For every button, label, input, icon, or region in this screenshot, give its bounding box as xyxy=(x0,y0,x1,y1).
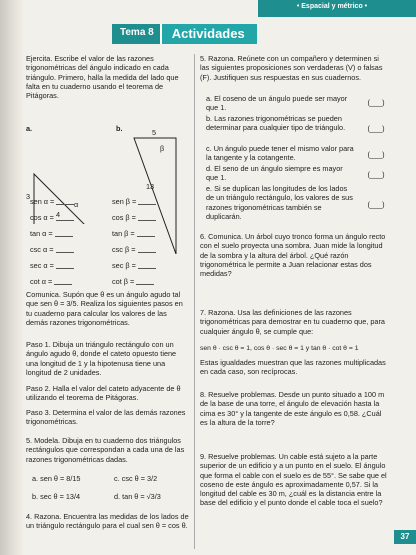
side-b-hyp: 13 xyxy=(146,182,155,191)
trig-row: sen α = xyxy=(30,196,74,206)
trig-row: tan α = xyxy=(30,228,73,238)
trig-row: csc β = xyxy=(112,244,156,254)
section-label: • Espacial y métrico • xyxy=(296,3,368,10)
trig-row: cos β = xyxy=(112,212,156,222)
modela-c: c. csc θ = 3/2 xyxy=(114,474,158,483)
angle-beta: β xyxy=(160,144,165,153)
page-title: Actividades xyxy=(160,24,257,44)
comunica-text: Comunica. Supón que θ es un ángulo agudo tal que sen θ = 3/5. Realiza los siguientes pasos en tu cuaderno para calcular los valores de las demás razones trigonométricas. xyxy=(26,290,183,327)
trig-row: cos α = xyxy=(30,212,74,222)
side-b-top: 5 xyxy=(152,128,157,137)
side-a-vertical: 3 xyxy=(26,192,31,201)
trig-row: tan β = xyxy=(112,228,155,238)
exercise-intro: Ejercita. Escribe el valor de las razones trigonométricas del ángulo indicado en cada triángulo. Primero, halla la medida del lado que falta en tu cuaderno usando el teorema de Pitágoras. xyxy=(26,54,179,101)
paso-3: Paso 3. Determina el valor de las demás razones trigonométricas. xyxy=(26,408,186,427)
q5-item: b. Las razones trigonométricas se pueden determinar para cualquier tipo de triángulo. xyxy=(206,114,346,133)
section-bar xyxy=(258,0,416,17)
q7-text: 7. Razona. Usa las definiciones de las razones trigonométricas para demostrar en tu cuaderno que, para cualquier ángulo θ, se cumple que: xyxy=(200,308,385,336)
q6-text: 6. Comunica. Un árbol cuyo tronco forma un ángulo recto con el suelo proyecta una sombra. Juan mide la longitud de la sombra y la altura del árbol. ¿Qué razón trigonométrica le permite a Juan relacionar estas dos medidas? xyxy=(200,232,386,279)
q9-text: 9. Resuelve problemas. Un cable está sujeto a la parte superior de un edificio y a un punto en el suelo. El ángulo que forma el cable con el suelo es de 55°. Se sabe que el coseno de este ángulo es aproximadamente 0,57. Si la longitud del cable es 30 m, ¿cuál es la distancia entre la base del edificio y el punto donde el cable toca el suelo? xyxy=(200,452,387,508)
q7-tail: Estas igualdades muestran que las razones multiplicadas en cada caso, son recíprocas. xyxy=(200,358,386,377)
q5-item: a. El coseno de un ángulo puede ser mayor que 1. xyxy=(206,94,348,113)
figure-a xyxy=(26,124,106,224)
tema-num: 8 xyxy=(148,27,154,38)
modela-b: b. sec θ = 13/4 xyxy=(32,492,81,501)
q5-item: e. Si se duplican las longitudes de los lados de un triángulo rectángulo, los valores de sus razones trigonométricas también se duplicarán. xyxy=(206,184,353,221)
q5-text: 5. Razona. Reúnete con un compañero y determinen si las siguientes proposiciones son verdaderas (V) o falsas (F). Justifiquen sus respuestas en sus cuadernos. xyxy=(200,54,383,82)
trig-row: cot α = xyxy=(30,276,72,286)
modela-text: 5. Modela. Dibuja en tu cuaderno dos triángulos rectángulos que correspondan a cada una de las razones trigonométricas dadas. xyxy=(26,436,185,464)
page-number: 37 xyxy=(394,530,416,544)
trig-row: csc α = xyxy=(30,244,74,254)
answer-paren[interactable]: (___) xyxy=(367,170,385,179)
answer-paren[interactable]: (___) xyxy=(367,200,385,209)
book-binding xyxy=(0,0,24,555)
tema-header xyxy=(112,24,257,44)
q8-text: 8. Resuelve problemas. Desde un punto situado a 100 m de la base de una torre, el ángulo de elevación hasta la cima es 30° y la tangente de este ángulo es 0,58. ¿Cuál es la altura de la torre? xyxy=(200,390,385,427)
answer-paren[interactable]: (___) xyxy=(367,98,385,107)
modela-d: d. tan θ = √3/3 xyxy=(114,492,161,501)
trig-row: cot β = xyxy=(112,276,154,286)
q7-equation: sen θ · csc θ = 1, cos θ · sec θ = 1 y tan θ · cot θ = 1 xyxy=(200,345,359,352)
tema-number xyxy=(112,24,160,44)
answer-paren[interactable]: (___) xyxy=(367,150,385,159)
tema-label: Tema xyxy=(120,27,146,38)
column-divider xyxy=(194,54,195,549)
paso-1: Paso 1. Dibuja un triángulo rectángulo con un ángulo agudo θ, donde el cateto opuesto tiene una longitud de 1 y la hipotenusa tiene una longitud de 2 unidades. xyxy=(26,340,177,377)
paso-2: Paso 2. Halla el valor del cateto adyacente de θ utilizando el teorema de Pitágoras. xyxy=(26,384,181,403)
q5-item: d. El seno de un ángulo siempre es mayor que 1. xyxy=(206,164,343,183)
q5-item: c. Un ángulo puede tener el mismo valor para la tangente y la cotangente. xyxy=(206,144,354,163)
answer-paren[interactable]: (___) xyxy=(367,124,385,133)
side-a-horizontal: 4 xyxy=(56,210,61,219)
trig-row: sen β = xyxy=(112,196,156,206)
figure-a-label: a. xyxy=(26,124,33,133)
angle-alpha: α xyxy=(74,200,79,209)
figure-b-label: b. xyxy=(116,124,123,133)
razona-4: 4. Razona. Encuentra las medidas de los lados de un triángulo rectángulo para el cual sen θ = cos θ. xyxy=(26,512,189,531)
trig-row: sec β = xyxy=(112,260,156,270)
modela-a: a. sen θ = 8/15 xyxy=(32,474,81,483)
trig-row: sec α = xyxy=(30,260,74,270)
